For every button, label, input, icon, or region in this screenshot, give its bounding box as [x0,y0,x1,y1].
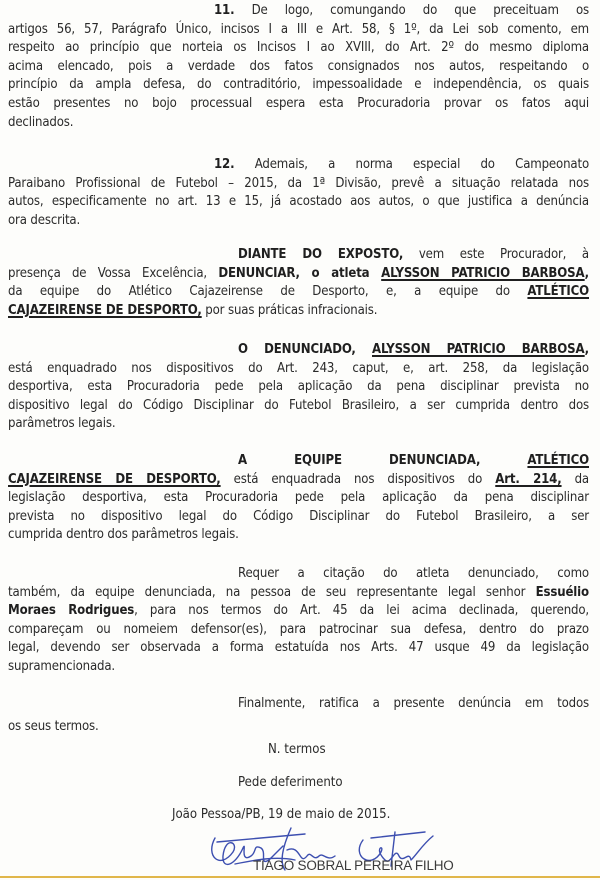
bold-word: EQUIPE [294,453,342,468]
accused-team-name: ATLÉTICO [527,453,589,468]
article-reference: Art. 214, [495,471,562,487]
text-line [8,283,589,302]
paragraph-12 [8,156,589,230]
text-segment: Ademais, a norma especial do Campeonato [234,157,589,172]
text-line [8,265,589,284]
text-segment: da equipe do Atlético Cajazeirense de Desporto, e, a equipe do [8,284,528,300]
bold-word: A [238,453,247,468]
text-line: ora descrita. [8,212,81,228]
text-line: compareçam ou nomeiem defensor(es), para patrocinar sua defesa, dentro do prazo [8,621,589,637]
text-line: supramencionada. [8,658,116,674]
paragraph-requer [8,565,589,677]
closing-pede-deferimento: Pede deferimento [238,775,343,790]
text-line [8,602,589,621]
text-segment: , para nos termos do Art. 45 da lei acima declinada, querendo, [134,603,589,619]
paragraph-finalmente [8,695,589,736]
text-line [8,302,589,321]
accused-athlete-name: ALYSSON PATRICIO BARBOSA [381,265,585,281]
text-line [8,471,589,490]
text-line: parâmetros legais. [8,416,116,432]
text-line: prevista no dispositivo legal do Código Disciplinar do Futebol Brasileiro, a ser [8,508,589,524]
accused-team-name: ATLÉTICO [527,284,589,300]
text-line [8,341,589,360]
signature-stroke [217,834,305,842]
bold-lead: O DENUNCIADO, [238,342,372,357]
text-line: autos, especificamente no art. 13 e 15, já acostado aos autos, o que justifica a denúncia [8,194,589,210]
closing-n-termos: N. termos [268,742,326,757]
text-segment: , [584,265,589,281]
text-line [8,156,589,175]
text-segment: presença de Vossa Excelência, [8,265,219,281]
text-segment: De logo, comungando do que preceituam os [234,3,589,18]
paragraph-number: 12. [214,157,235,172]
paragraph-number: 11. [214,3,235,18]
text-segment: vem este Procurador, à [403,247,590,262]
text-segment: da [561,471,590,487]
text-line [8,2,589,21]
closing-place-date: João Pessoa/PB, 19 de maio de 2015. [172,807,391,822]
text-line [8,246,589,265]
text-line: legal, devendo ser observada a forma estatuída nos Arts. 47 usque 49 da legislação [8,640,589,656]
text-line: Finalmente, ratifica a presente denúncia em todos [238,696,589,711]
text-line: estão presentes no bojo processual espera esta Procuradoria provar os fatos aqui [8,95,589,111]
signatory-name: TIAGO SOBRAL PEREIRA FILHO [253,858,454,873]
text-line: desportiva, esta Procuradoria pede pela aplicação da pena disciplinar prevista no [8,379,589,395]
bold-word: DENUNCIADA, [389,453,481,468]
text-line: Paraibano Profissional de Futebol – 2015, da 1ª Divisão, prevê a situação relatada nos [8,175,589,191]
representative-name: Moraes Rodrigues [8,603,135,619]
text-segment: também, da equipe denunciada, na pessoa de seu representante legal senhor [8,584,536,600]
text-line: legislação desportiva, esta Procuradoria pede pela aplicação da pena disciplinar [8,490,589,506]
text-line: cumprida dentro dos parâmetros legais. [8,527,239,543]
bottom-rule [0,876,600,878]
representative-name: Essuélio [535,584,589,600]
paragraph-o-denunciado [8,341,589,434]
bold-lead: DIANTE DO EXPOSTO, [238,247,404,262]
text-line: respeito ao princípio que norteia os Incisos I ao XVIII, do Art. 2º do mesmo diploma [8,40,589,56]
text-line: artigos 56, 57, Parágrafo Único, incisos I a III e Art. 58, § 1º, da Lei sob comento, em [8,21,589,37]
text-segment: , [584,342,589,357]
paragraph-a-equipe-denunciada [8,452,589,545]
text-line: dispositivo legal do Código Disciplinar do Futebol Brasileiro, a ser cumprida dentro dos [8,397,589,413]
text-line: os seus termos. [8,718,99,734]
accused-team-name: CAJAZEIRENSE DE DESPORTO, [8,302,202,318]
accused-team-name: CAJAZEIRENSE DE DESPORTO, [8,471,221,487]
text-segment: está enquadrada nos dispositivos do [220,471,496,487]
text-line: está enquadrado nos dispositivos do Art. 243, caput, e, art. 258, da legislação [8,360,589,376]
text-line: declinados. [8,114,74,130]
accused-athlete-name: ALYSSON PATRICIO BARBOSA [372,342,585,357]
text-line: acima elencado, pois a verdade dos fatos consignados nos autos, respeitando o [8,58,589,74]
text-line [8,452,589,471]
bold-text: DENUNCIAR, o atleta [218,265,382,281]
text-segment: por suas práticas infracionais. [201,302,378,318]
text-line: princípio da ampla defesa, do contraditório, impessoalidade e independência, os quais [8,77,589,93]
text-line: Requer a citação do atleta denunciado, como [238,566,589,581]
paragraph-diante-do-exposto [8,246,589,320]
text-line [8,584,589,603]
paragraph-11 [8,2,589,132]
